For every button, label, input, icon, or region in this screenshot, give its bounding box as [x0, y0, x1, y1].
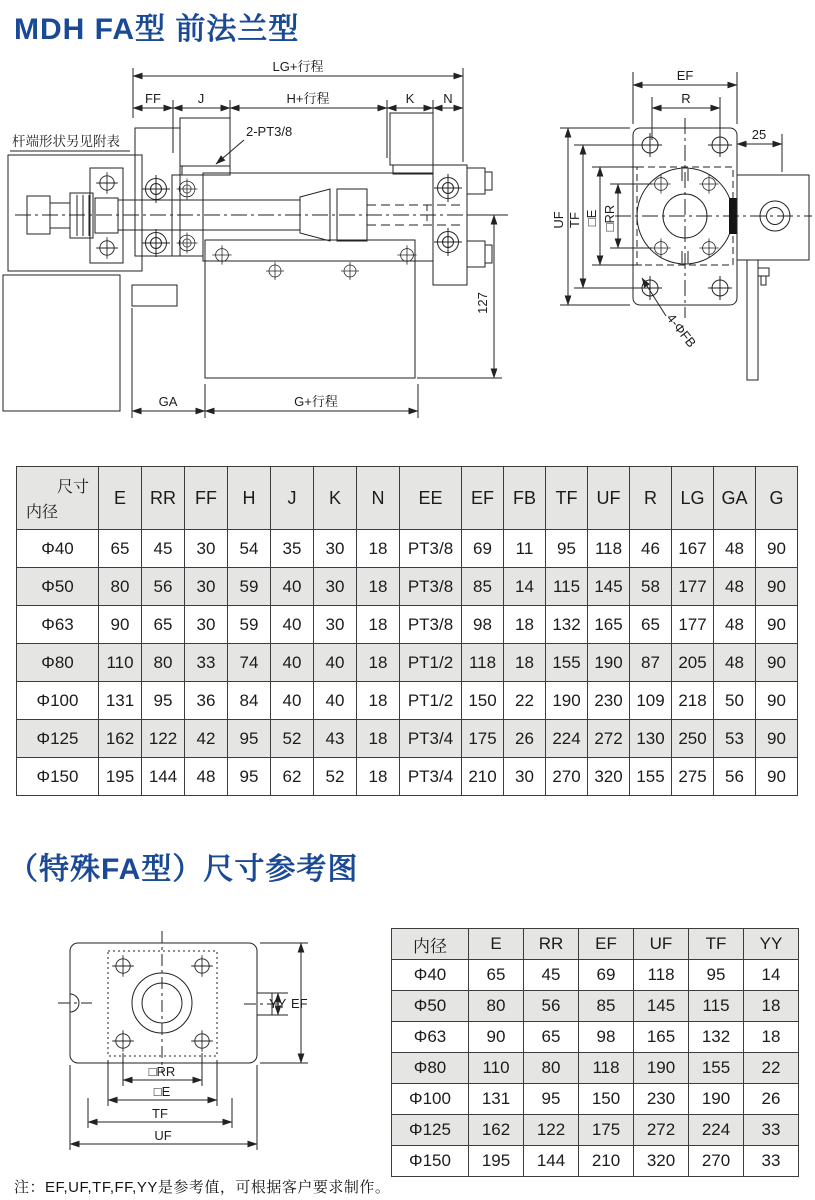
value-cell: 190 [546, 682, 588, 720]
column-header: TF [546, 467, 588, 530]
value-cell: 144 [142, 758, 185, 796]
value-cell: 175 [462, 720, 504, 758]
column-header: E [99, 467, 142, 530]
value-cell: 18 [357, 758, 400, 796]
value-cell: 26 [744, 1084, 799, 1115]
page-title: MDH FA型 前法兰型 [14, 13, 300, 46]
value-cell: 95 [546, 530, 588, 568]
table-row [17, 682, 798, 720]
value-cell: 56 [524, 991, 579, 1022]
dim-uf2-label: UF [154, 1128, 172, 1143]
value-cell: 30 [314, 606, 357, 644]
column-header: J [271, 467, 314, 530]
table-row [392, 1115, 799, 1146]
dim-e-label: □E [584, 209, 599, 227]
value-cell: 43 [314, 720, 357, 758]
value-cell: 30 [314, 568, 357, 606]
value-cell: 90 [756, 644, 798, 682]
value-cell: 131 [469, 1084, 524, 1115]
value-cell: 175 [579, 1115, 634, 1146]
column-header: UF [634, 929, 689, 960]
value-cell: 53 [714, 720, 756, 758]
value-cell: 33 [744, 1146, 799, 1177]
value-cell: PT1/2 [400, 682, 462, 720]
value-cell: 95 [689, 960, 744, 991]
value-cell: 320 [634, 1146, 689, 1177]
table-row [17, 644, 798, 682]
value-cell: 90 [756, 530, 798, 568]
dim-r-label: R [681, 91, 691, 106]
value-cell: 90 [756, 682, 798, 720]
value-cell: 224 [546, 720, 588, 758]
value-cell: 45 [142, 530, 185, 568]
value-cell: 98 [579, 1022, 634, 1053]
dim-tf2-label: TF [152, 1106, 168, 1121]
value-cell: 167 [672, 530, 714, 568]
value-cell: 40 [271, 682, 314, 720]
column-header: GA [714, 467, 756, 530]
value-cell: 131 [99, 682, 142, 720]
header-row [392, 929, 799, 960]
value-cell: 90 [469, 1022, 524, 1053]
corner-label-bore: 内径 [26, 504, 59, 521]
dim-ff-label: FF [145, 91, 161, 106]
dim-rr-label: □RR [602, 204, 617, 232]
value-cell: 69 [579, 960, 634, 991]
dim-ef-label: EF [676, 68, 694, 83]
value-cell: 118 [588, 530, 630, 568]
value-cell: 84 [228, 682, 271, 720]
column-header: LG [672, 467, 714, 530]
value-cell: 98 [462, 606, 504, 644]
dim-127-label: 127 [475, 292, 490, 314]
value-cell: 35 [271, 530, 314, 568]
dim-e2-label: □E [153, 1084, 171, 1099]
main-dimension-table [16, 466, 798, 796]
table-row [17, 568, 798, 606]
value-cell: 48 [714, 606, 756, 644]
value-cell: 162 [99, 720, 142, 758]
value-cell: 48 [714, 644, 756, 682]
value-cell: 320 [588, 758, 630, 796]
bore-cell: Φ63 [392, 1022, 469, 1053]
value-cell: 95 [228, 720, 271, 758]
value-cell: 155 [546, 644, 588, 682]
value-cell: 177 [672, 568, 714, 606]
value-cell: 90 [756, 568, 798, 606]
special-fa-table [391, 928, 799, 1177]
value-cell: 230 [588, 682, 630, 720]
value-cell: 150 [462, 682, 504, 720]
value-cell: 30 [504, 758, 546, 796]
value-cell: 109 [630, 682, 672, 720]
column-header: 内径 [392, 929, 469, 960]
dim-ef2-label: EF [291, 996, 308, 1011]
value-cell: 65 [630, 606, 672, 644]
value-cell: 210 [462, 758, 504, 796]
bore-cell: Φ80 [392, 1053, 469, 1084]
value-cell: 33 [185, 644, 228, 682]
value-cell: 205 [672, 644, 714, 682]
value-cell: 80 [524, 1053, 579, 1084]
value-cell: 132 [689, 1022, 744, 1053]
value-cell: 18 [357, 644, 400, 682]
value-cell: 42 [185, 720, 228, 758]
value-cell: 132 [546, 606, 588, 644]
value-cell: 155 [689, 1053, 744, 1084]
value-cell: 52 [271, 720, 314, 758]
value-cell: 195 [469, 1146, 524, 1177]
column-header: RR [524, 929, 579, 960]
value-cell: 190 [689, 1084, 744, 1115]
value-cell: 115 [689, 991, 744, 1022]
column-header: FB [504, 467, 546, 530]
dim-rr2-label: □RR [148, 1064, 176, 1079]
column-header: UF [588, 467, 630, 530]
bore-cell: Φ100 [392, 1084, 469, 1115]
bore-cell: Φ125 [17, 720, 99, 758]
dim-k-label: K [405, 91, 415, 106]
dim-tf-label: TF [567, 212, 582, 228]
column-header: N [357, 467, 400, 530]
value-cell: 95 [228, 758, 271, 796]
value-cell: 18 [357, 682, 400, 720]
value-cell: 165 [634, 1022, 689, 1053]
table-row [17, 606, 798, 644]
dim-yy-label: YY [269, 996, 287, 1011]
value-cell: PT3/8 [400, 568, 462, 606]
dim-ga-label: GA [158, 394, 178, 409]
table-row [392, 991, 799, 1022]
value-cell: 165 [588, 606, 630, 644]
value-cell: 270 [689, 1146, 744, 1177]
value-cell: 90 [756, 758, 798, 796]
value-cell: 22 [504, 682, 546, 720]
value-cell: 40 [271, 568, 314, 606]
footnote: 注：EF,UF,TF,FF,YY是参考值，可根据客户要求制作。 [14, 1179, 391, 1196]
value-cell: 65 [142, 606, 185, 644]
value-cell: 30 [185, 530, 228, 568]
value-cell: 118 [462, 644, 504, 682]
value-cell: 59 [228, 606, 271, 644]
value-cell: 45 [524, 960, 579, 991]
value-cell: 30 [185, 568, 228, 606]
cylinder-side-view-drawing [0, 58, 530, 450]
value-cell: PT1/2 [400, 644, 462, 682]
value-cell: 65 [469, 960, 524, 991]
value-cell: 177 [672, 606, 714, 644]
value-cell: 18 [357, 568, 400, 606]
value-cell: 250 [672, 720, 714, 758]
value-cell: 275 [672, 758, 714, 796]
value-cell: 150 [579, 1084, 634, 1115]
value-cell: 272 [634, 1115, 689, 1146]
value-cell: 85 [462, 568, 504, 606]
table-row [392, 1146, 799, 1177]
value-cell: 14 [744, 960, 799, 991]
value-cell: 85 [579, 991, 634, 1022]
value-cell: 90 [756, 606, 798, 644]
value-cell: 195 [99, 758, 142, 796]
value-cell: 122 [142, 720, 185, 758]
corner-label-size: 尺寸 [56, 479, 89, 496]
column-header: YY [744, 929, 799, 960]
table-row [392, 1053, 799, 1084]
value-cell: PT3/8 [400, 606, 462, 644]
value-cell: 90 [756, 720, 798, 758]
column-header: FF [185, 467, 228, 530]
bore-cell: Φ63 [17, 606, 99, 644]
column-header: EE [400, 467, 462, 530]
value-cell: 224 [689, 1115, 744, 1146]
value-cell: 65 [524, 1022, 579, 1053]
value-cell: 56 [714, 758, 756, 796]
dim-lg-label: LG+行程 [272, 59, 324, 74]
value-cell: 118 [634, 960, 689, 991]
table-row [17, 720, 798, 758]
value-cell: 118 [579, 1053, 634, 1084]
table-row [17, 758, 798, 796]
dim-25-label: 25 [751, 127, 767, 142]
dim-g-label: G+行程 [294, 394, 338, 409]
value-cell: 46 [630, 530, 672, 568]
value-cell: 54 [228, 530, 271, 568]
value-cell: 218 [672, 682, 714, 720]
value-cell: 65 [99, 530, 142, 568]
dim-uf-label: UF [551, 211, 566, 229]
value-cell: 40 [271, 606, 314, 644]
value-cell: 110 [99, 644, 142, 682]
column-header: H [228, 467, 271, 530]
value-cell: 30 [185, 606, 228, 644]
dim-n-label: N [443, 91, 453, 106]
value-cell: 18 [744, 1022, 799, 1053]
column-header: TF [689, 929, 744, 960]
value-cell: 90 [99, 606, 142, 644]
value-cell: PT3/4 [400, 758, 462, 796]
column-header: E [469, 929, 524, 960]
bore-cell: Φ80 [17, 644, 99, 682]
bore-cell: Φ100 [17, 682, 99, 720]
value-cell: 18 [504, 644, 546, 682]
value-cell: 18 [357, 530, 400, 568]
value-cell: 18 [357, 606, 400, 644]
value-cell: 162 [469, 1115, 524, 1146]
rod-end-note: 杆端形状另见附表 [12, 134, 120, 149]
value-cell: 56 [142, 568, 185, 606]
value-cell: 80 [142, 644, 185, 682]
bore-cell: Φ150 [392, 1146, 469, 1177]
value-cell: 11 [504, 530, 546, 568]
value-cell: PT3/4 [400, 720, 462, 758]
value-cell: 62 [271, 758, 314, 796]
value-cell: 18 [504, 606, 546, 644]
value-cell: 18 [744, 991, 799, 1022]
dim-h-label: H+行程 [286, 91, 330, 106]
bore-cell: Φ50 [392, 991, 469, 1022]
value-cell: 50 [714, 682, 756, 720]
column-header: EF [579, 929, 634, 960]
value-cell: 33 [744, 1115, 799, 1146]
value-cell: 36 [185, 682, 228, 720]
value-cell: 190 [634, 1053, 689, 1084]
value-cell: 95 [524, 1084, 579, 1115]
value-cell: 155 [630, 758, 672, 796]
value-cell: 48 [714, 568, 756, 606]
bore-cell: Φ40 [17, 530, 99, 568]
value-cell: 52 [314, 758, 357, 796]
special-view-dimensions [70, 943, 308, 1150]
bore-cell: Φ125 [392, 1115, 469, 1146]
bore-cell: Φ50 [17, 568, 99, 606]
special-fa-drawing [20, 898, 390, 1180]
value-cell: 80 [469, 991, 524, 1022]
bore-cell: Φ150 [17, 758, 99, 796]
corner-header-cell [17, 467, 99, 530]
value-cell: 48 [185, 758, 228, 796]
value-cell: 30 [314, 530, 357, 568]
value-cell: 40 [271, 644, 314, 682]
value-cell: 74 [228, 644, 271, 682]
value-cell: 230 [634, 1084, 689, 1115]
value-cell: 115 [546, 568, 588, 606]
value-cell: 190 [588, 644, 630, 682]
section2-title: （特殊FA型）尺寸参考图 [8, 853, 359, 886]
value-cell: 210 [579, 1146, 634, 1177]
table-row [392, 1084, 799, 1115]
value-cell: 58 [630, 568, 672, 606]
column-header: R [630, 467, 672, 530]
column-header: G [756, 467, 798, 530]
value-cell: 22 [744, 1053, 799, 1084]
value-cell: PT3/8 [400, 530, 462, 568]
dim-fb-label: 4-ΦFB [663, 310, 700, 351]
value-cell: 110 [469, 1053, 524, 1084]
value-cell: 40 [314, 644, 357, 682]
value-cell: 80 [99, 568, 142, 606]
column-header: K [314, 467, 357, 530]
side-view-body [3, 113, 508, 411]
value-cell: 14 [504, 568, 546, 606]
table-row [392, 960, 799, 991]
column-header: RR [142, 467, 185, 530]
value-cell: 270 [546, 758, 588, 796]
front-flange-view-drawing [530, 60, 815, 405]
value-cell: 144 [524, 1146, 579, 1177]
bore-cell: Φ40 [392, 960, 469, 991]
value-cell: 95 [142, 682, 185, 720]
column-header: EF [462, 467, 504, 530]
value-cell: 130 [630, 720, 672, 758]
value-cell: 145 [634, 991, 689, 1022]
table-row [17, 530, 798, 568]
value-cell: 87 [630, 644, 672, 682]
dim-j-label: J [197, 91, 205, 106]
port-callout-label: 2-PT3/8 [246, 124, 293, 139]
value-cell: 26 [504, 720, 546, 758]
value-cell: 59 [228, 568, 271, 606]
value-cell: 18 [357, 720, 400, 758]
value-cell: 122 [524, 1115, 579, 1146]
value-cell: 272 [588, 720, 630, 758]
header-row [17, 467, 798, 530]
value-cell: 69 [462, 530, 504, 568]
value-cell: 40 [314, 682, 357, 720]
value-cell: 48 [714, 530, 756, 568]
value-cell: 145 [588, 568, 630, 606]
table-row [392, 1022, 799, 1053]
special-view-body [58, 931, 282, 1073]
